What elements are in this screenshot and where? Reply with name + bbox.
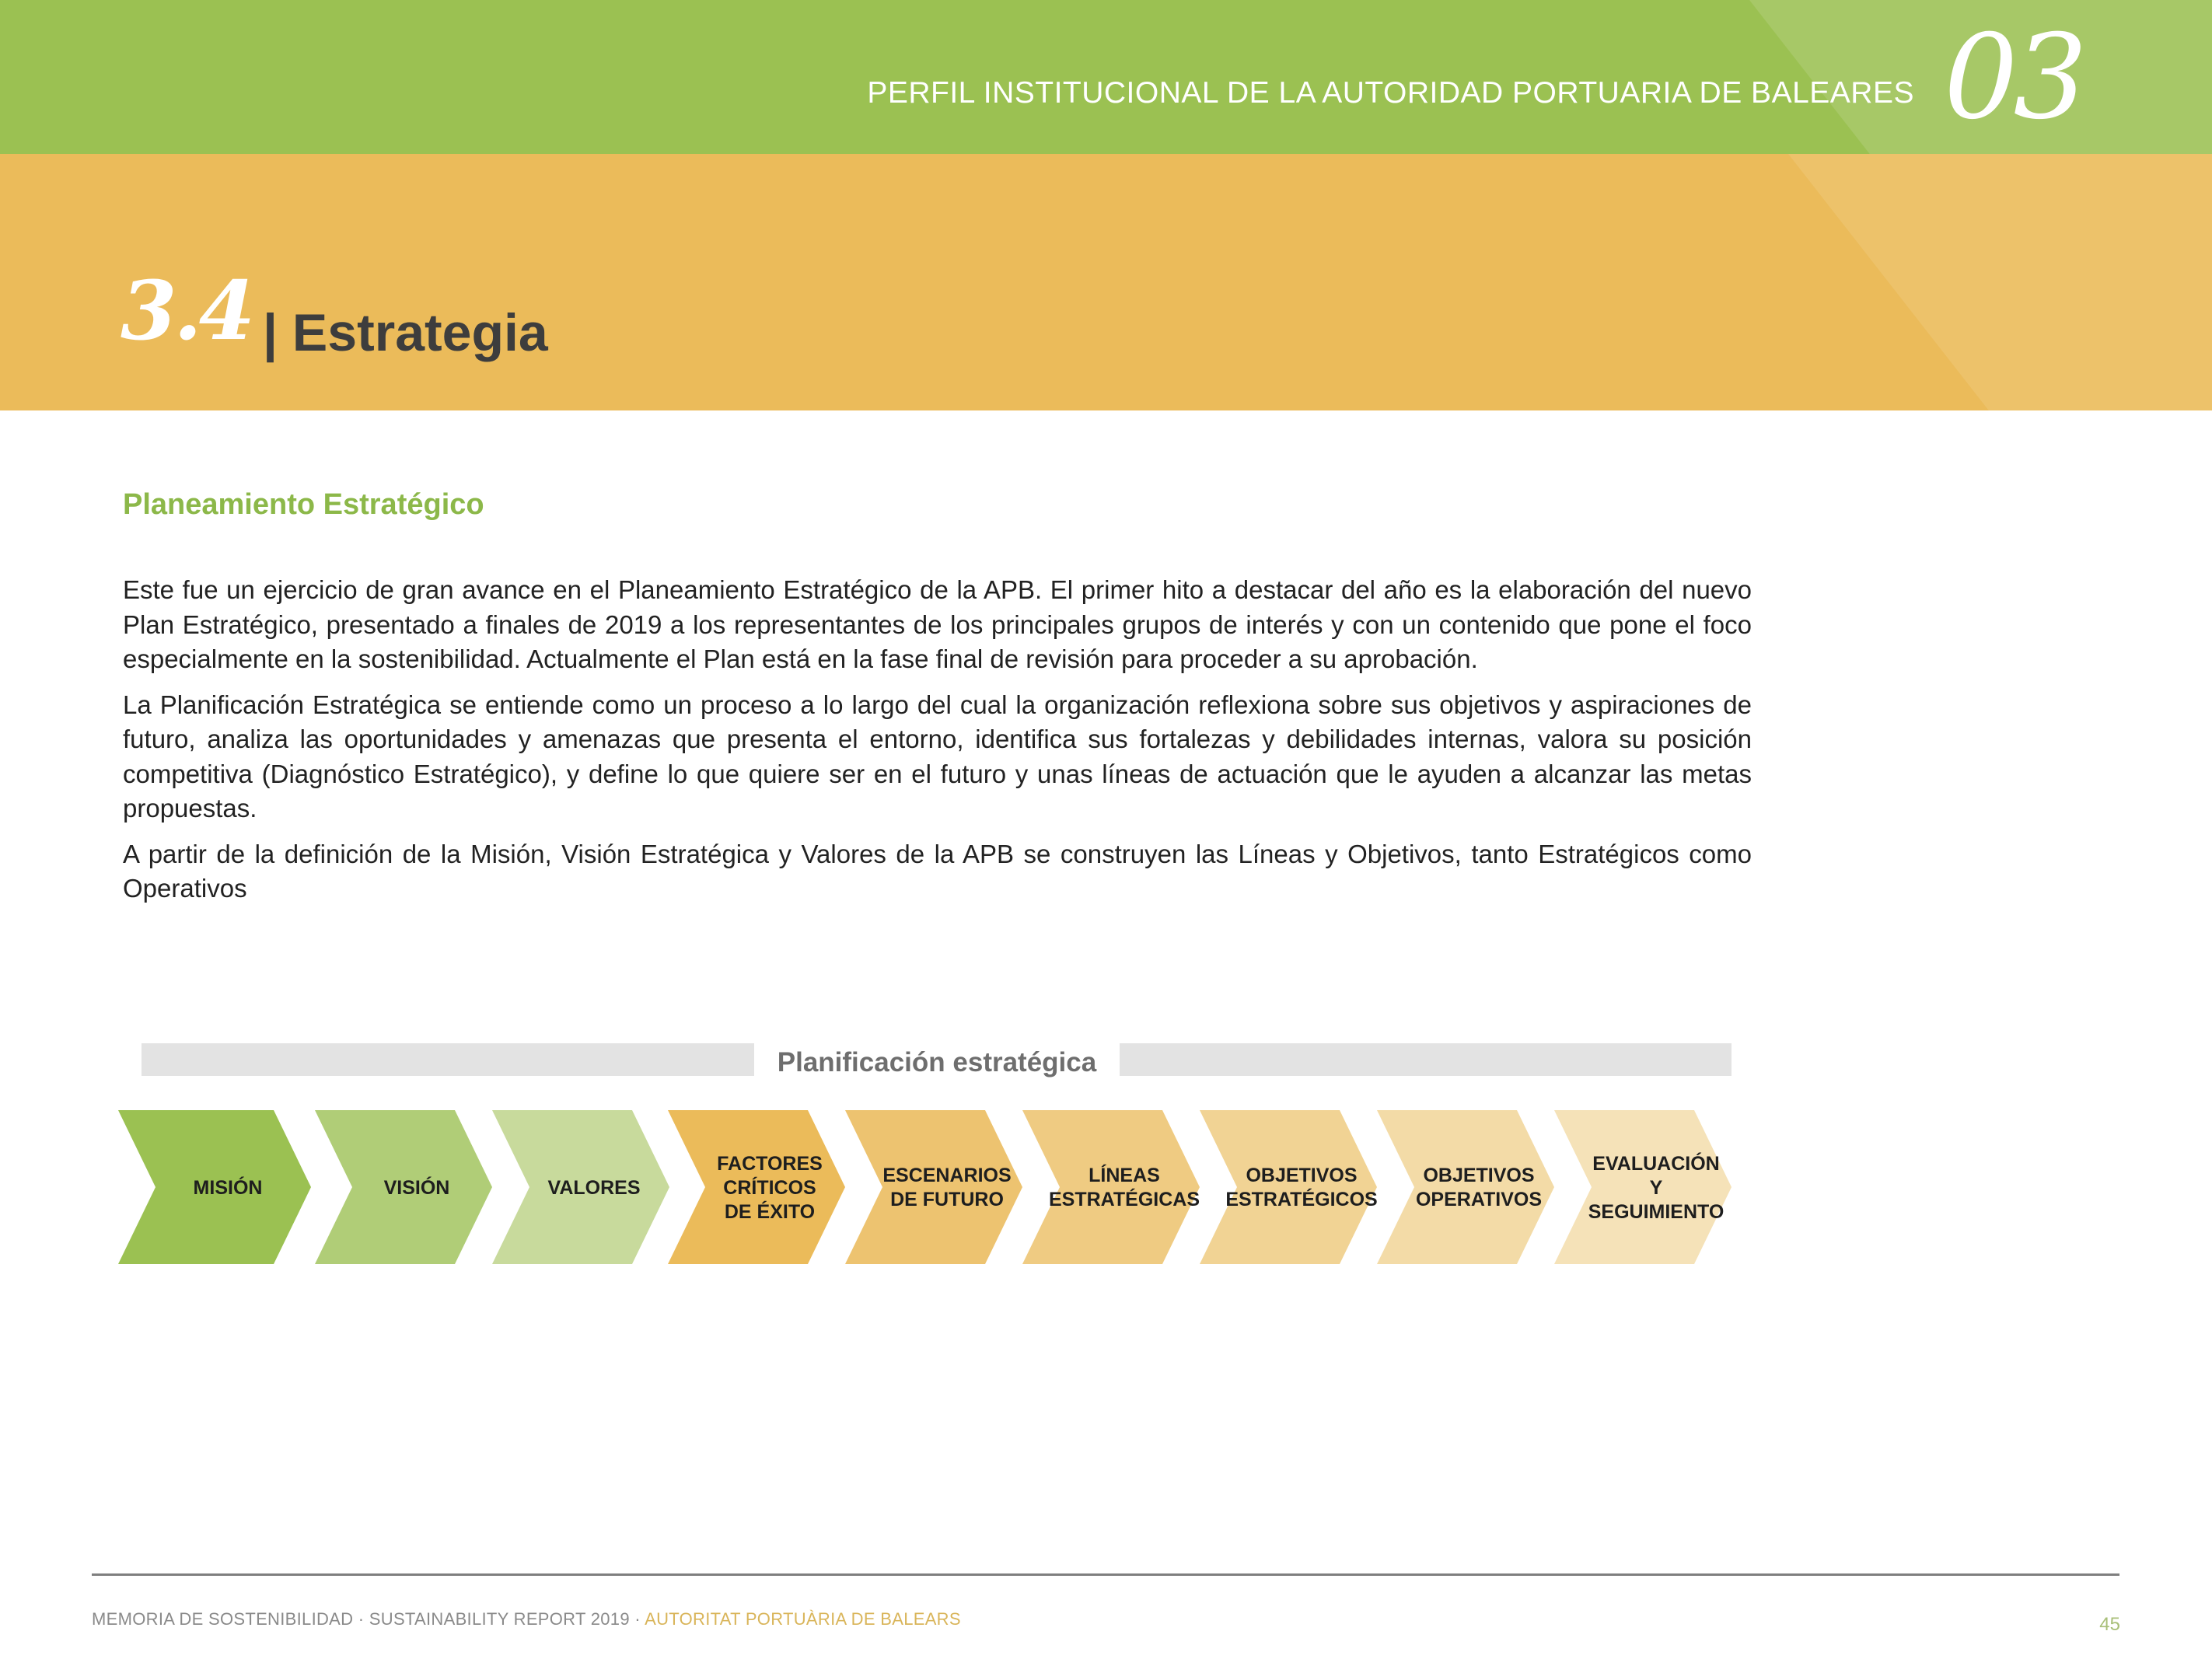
footer-text (92, 1609, 961, 1629)
footer-org-name: AUTORITAT PORTUÀRIA DE BALEARS (645, 1609, 961, 1629)
chevron-step-label: LÍNEAS ESTRATÉGICAS (1049, 1165, 1200, 1210)
chevron-step-label: EVALUACIÓN Y SEGUIMIENTO (1588, 1152, 1725, 1223)
chevron-step-label: ESCENARIOS DE FUTURO (882, 1165, 1012, 1210)
footer-report-title: MEMORIA DE SOSTENIBILIDAD · SUSTAINABILITY REPORT 2019 · (92, 1609, 645, 1629)
chevron-step-label: VALORES (547, 1176, 641, 1199)
section-number: 3.4 (121, 263, 252, 358)
chapter-title: PERFIL INSTITUCIONAL DE LA AUTORIDAD PORTUARIA DE BALEARES (867, 76, 1914, 110)
footer-divider (92, 1573, 2119, 1576)
chevron-step-label: VISIÓN (383, 1176, 450, 1199)
page-number: 45 (2099, 1614, 2120, 1635)
chevron-step-label: FACTORES CRÍTICOS DE ÉXITO (717, 1152, 823, 1223)
subheading: Planeamiento Estratégico (123, 488, 484, 521)
chevron-step-label: MISIÓN (193, 1176, 263, 1199)
chevron-step-label: OBJETIVOS OPERATIVOS (1415, 1165, 1543, 1210)
paragraph: Este fue un ejercicio de gran avance en el Planeamiento Estratégico de la APB. El primer hito a destacar del año es la elaboración del nuevo Plan Estratégico, presentado a finales de 2019 a los representantes de los principales grupos de interés y con un contenido que pone el foco especialmente en la sostenibilidad. Actualmente el Plan está en la fase final de revisión para proceder a su aprobación. (123, 575, 1752, 673)
paragraph: La Planificación Estratégica se entiende como un proceso a lo largo del cual la organización reflexiona sobre sus objetivos y aspiraciones de futuro, analiza las oportunidades y amenazas que presenta el entorno, identifica sus fortalezas y debilidades internas, valora su posición competitiva (Diagnóstico Estratégico), y define lo que quiere ser en el futuro y unas líneas de actuación que le ayuden a alcanzar las metas propuestas. (123, 690, 1752, 823)
chapter-number: 03 (1944, 10, 2083, 145)
paragraph: A partir de la definición de la Misión, Visión Estratégica y Valores de la APB se construyen las Líneas y Objetivos, tanto Estratégicos como Operativos (123, 839, 1752, 903)
chevron-step-label: OBJETIVOS ESTRATÉGICOS (1225, 1165, 1378, 1210)
section-title: | Estrategia (263, 303, 548, 362)
diagram-title: Planificación estratégica (777, 1047, 1097, 1077)
